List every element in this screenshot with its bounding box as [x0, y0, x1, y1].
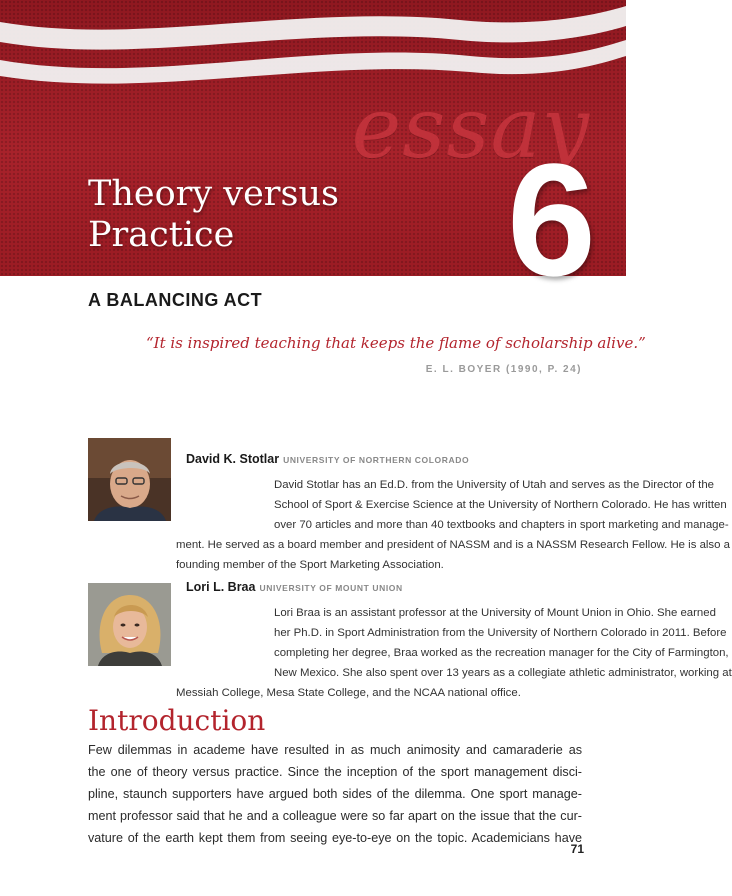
page-number: 71 — [570, 842, 584, 856]
chapter-title — [88, 174, 339, 256]
author-name-stotlar — [186, 452, 469, 466]
author-name: Lori L. Braa — [186, 580, 256, 594]
author-affiliation: UNIVERSITY OF MOUNT UNION — [259, 583, 403, 593]
author-affiliation: UNIVERSITY OF NORTHERN COLORADO — [283, 455, 470, 465]
bio-line: New Mexico. She also spent over 13 years as a collegiate athletic administrator, working at — [274, 667, 732, 679]
body-line: vature of the earth kept them from seeing eye-to-eye on the topic. Academicians have — [88, 831, 582, 845]
body-line: the one of theory versus practice. Since the inception of the sport management disci- — [88, 765, 582, 779]
section-heading: Introduction — [88, 704, 266, 737]
bio-line: Messiah College, Mesa State College, and the NCAA national office. — [176, 687, 521, 699]
decorative-stripes — [0, 0, 626, 90]
chapter-title-line-1: Theory versus — [88, 174, 339, 214]
chapter-subtitle: A BALANCING ACT — [88, 290, 263, 310]
bio-line: her Ph.D. in Sport Administration from the University of Northern Colorado in 2011. Before — [274, 627, 727, 639]
bio-line: School of Sport & Exercise Science at the University of Northern Colorado. He has written — [274, 499, 727, 511]
chapter-title-line-2: Practice — [88, 215, 235, 255]
body-line: ment professor said that he and a colleague were so far apart on the issue that the cur- — [88, 809, 582, 823]
author-name-braa — [186, 580, 403, 594]
essay-number: 6 — [507, 130, 590, 309]
bio-line: founding member of the Sport Marketing Association. — [176, 559, 444, 571]
author-photo-braa — [88, 583, 171, 666]
essay-label: essay — [351, 79, 590, 177]
bio-line: over 70 articles and more than 40 textbooks and chapters in sport marketing and manage- — [274, 519, 729, 531]
epigraph-source: E. L. BOYER (1990, P. 24) — [425, 364, 582, 375]
bio-line: ment. He served as a board member and president of NASSM and is a NASSM Research Fellow. He is also a — [176, 539, 730, 551]
body-line: pline, staunch supporters have argued both sides of the dilemma. One sport manage- — [88, 787, 582, 801]
bio-line: completing her degree, Braa worked as the recreation manager for the City of Farmington, — [274, 647, 729, 659]
bio-line: David Stotlar has an Ed.D. from the University of Utah and serves as the Director of the — [274, 479, 715, 491]
epigraph-quote: “It is inspired teaching that keeps the flame of scholarship alive.” — [146, 334, 646, 352]
author-name: David K. Stotlar — [186, 452, 280, 466]
body-line: Few dilemmas in academe have resulted in as much animosity and camaraderie as — [88, 743, 582, 757]
bio-line: Lori Braa is an assistant professor at the University of Mount Union in Ohio. She earned — [274, 607, 716, 619]
author-photo-stotlar — [88, 438, 171, 521]
